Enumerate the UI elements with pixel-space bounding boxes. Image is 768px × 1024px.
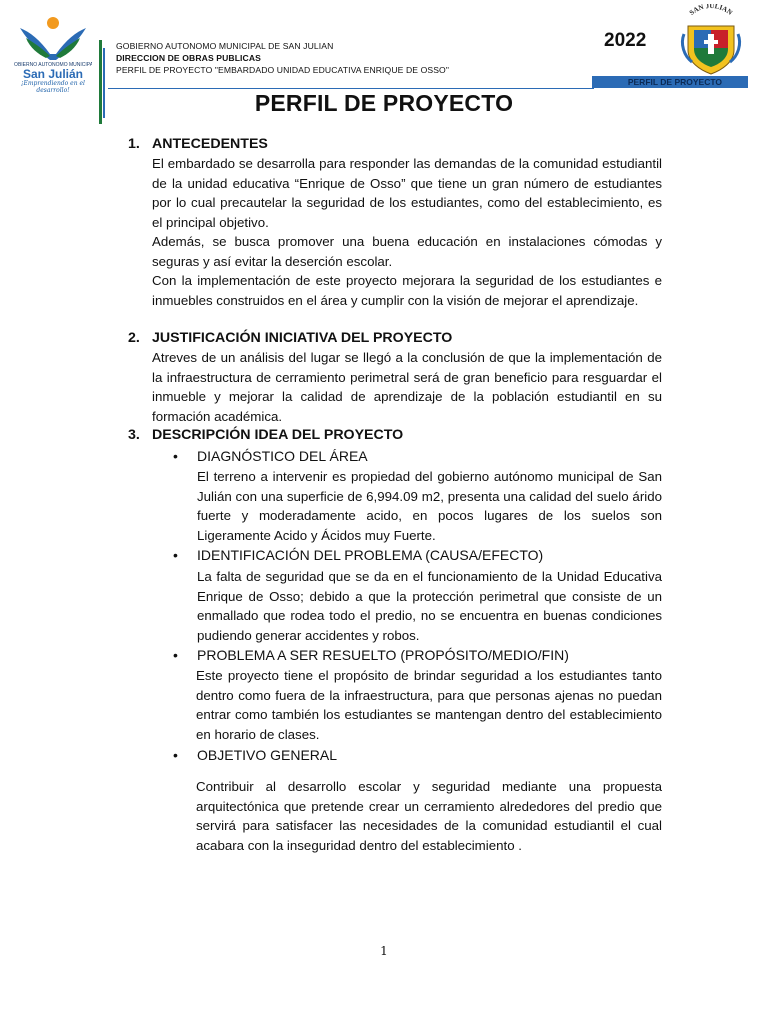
section-1-paragraph-3: Con la implementación de este proyecto mejorara la seguridad de los estudiantes e inmuebles construidos en el área y cumplir con la visión de mejorar el aprendizaje. [152,273,662,308]
section-1-paragraph-1: El embardado se desarrolla para responder las demandas de la comunidad estudiantil de la unidad educativa “Enrique de Osso” que tiene un gran número de estudiantes por lo cual precautelar la seguridad de los estudiantes, como del establecimiento, es el principal objetivo. [152,156,662,230]
section-2-number: 2. [128,330,140,346]
section-1-number: 1. [128,136,140,152]
item-text-problema: Este proyecto tiene el propósito de brindar seguridad a los estudiantes tanto dentro como fuera de la infraestructura, para que personas ajenas no puedan entrar como también los estudiantes se mantengan dentro del establecimiento en horario de clases. [196,668,662,742]
bullet-icon: • [173,448,178,464]
item-label-objetivo: OBJETIVO GENERAL [197,747,338,763]
page-title: PERFIL DE PROYECTO [254,90,514,116]
bullet-icon: • [173,647,178,663]
item-label-problema: PROBLEMA A SER RESUELTO (PROPÓSITO/MEDIO/FIN) [197,647,569,663]
svg-text:SAN JULIAN [688,4,734,17]
logo-caption: ¡Emprendiendo en el desarrollo! [21,80,85,94]
page-number: 1 [380,944,388,958]
header-year: 2022 [604,30,647,51]
section-3-heading: DESCRIPCIÓN IDEA DEL PROYECTO [152,427,404,443]
header-ribbon-label: PERFIL DE PROYECTO [627,77,722,87]
header-line-municipality: GOBIERNO AUTONOMO MUNICIPAL DE SAN JULIAN [116,41,334,51]
item-label-diagnostico: DIAGNÓSTICO DEL ÁREA [197,448,368,464]
header-underline [108,88,594,89]
section-1-heading: ANTECEDENTES [152,136,268,152]
svg-text:GOBIERNO AUTONOMO MUNICIPAL: GOBIERNO AUTONOMO MUNICIPAL [14,62,92,68]
section-3-number: 3. [128,427,140,443]
crest-text: SAN JULIAN [687,4,734,17]
logo-name: San Julián [22,67,84,80]
bullet-icon: • [173,547,178,563]
section-2-heading: JUSTIFICACIÓN INICIATIVA DEL PROYECTO [152,330,453,346]
item-text-objetivo: Contribuir al desarrollo escolar y seguridad mediante una propuesta arquitectónica que pretende crear un cerramiento alrededores del predio que servirá para satisfacer las necesidades de la comunidad estudiantil el cual acabara con la inseguridad dentro del establecimiento . [196,779,662,853]
bullet-icon: • [173,747,178,763]
item-text-diagnostico: El terreno a intervenir es propiedad del gobierno autónomo municipal de San Julián con una superficie de 6,994.09 m2, presenta una calidad del suelo árido fuerte y moderadamente acido, en pocos lugares de los suelos son Ligeramente Acido y Ácidos muy Fuerte. [197,469,662,543]
san-julian-crest [678,4,744,76]
section-1-paragraph-2: Además, se busca promover una buena educación en instalaciones cómodas y seguras y así evitar la deserción escolar. [152,234,662,269]
header-line-department: DIRECCION DE OBRAS PUBLICAS [116,53,261,63]
header-line-project: PERFIL DE PROYECTO "EMBARDADO UNIDAD EDUCATIVA ENRIQUE DE OSSO" [116,65,449,75]
section-2-paragraph-1: Atreves de un análisis del lugar se llegó a la conclusión de que la implementación de la infraestructura de cerramiento perimetral será de gran beneficio para resguardar el inmueble y mejorar la calidad de aprendizaje de la población estudiantil en su formación académica. [152,350,662,424]
item-text-identificacion: La falta de seguridad que se da en el funcionamiento de la Unidad Educativa Enrique de Osso; debido a que la protección perimetral que consiste de un enmallado que rodea todo el predio, no se encuentra en buenas condiciones pudiendo generar accidentes y robos. [197,569,662,643]
item-label-identificacion: IDENTIFICACIÓN DEL PROBLEMA (CAUSA/EFECTO) [197,547,544,563]
